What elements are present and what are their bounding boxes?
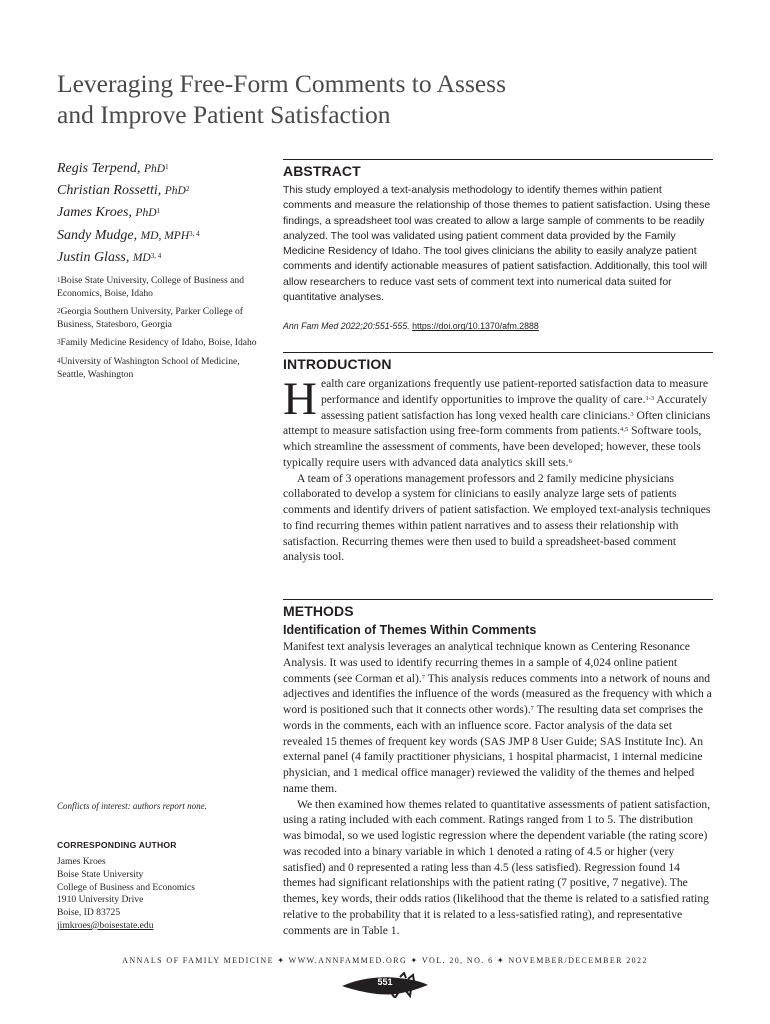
author: Justin Glass, MD$^{3, 4}$ (57, 249, 162, 265)
article-title (57, 68, 617, 130)
methods-paragraph-2: We then examined how themes related to quantitative assessments of patient satisfaction, using a rating included with each comment. Ratings ranged from 1 to 5. The distribution was bimodal, so we used logistic regression where the dependent variable (the rating score) was recoded into a binary variable in which 1 denoted a rating of 4.5 or higher (very satisfied) and 0 represented a rating less than 4.5 (less satisfied). Regression found 14 themes had significant relationships with the patient rating (7 positive, 7 negative). The themes, key words, their odds ratios (likelihood that the theme is related to a satisfied rating relative to the probability that it is related to a less-satisfied rating), and representative comments are in Table 1. (283, 797, 711, 937)
author: Christian Rossetti, PhD$^2$ (57, 183, 190, 199)
citation (283, 321, 713, 331)
intro-paragraph-1: Health care organizations frequently use patient-reported satisfaction data to measure performance and identify opportunities to improve the quality of care.$^{1-3}$ Accurately assessing patient satisfaction has long vexed health care clinicians.$^3$ Often clinicians attempt to measure satisfaction using free-form comments from patients.$^{4,5}$ Software tools, which streamline the assessment of comments, have been developed; however, these tools typically require users with advanced data analytics skill sets.$^6$ (283, 373, 711, 469)
methods-heading: METHODS (283, 603, 354, 619)
title-line-1: Leveraging Free-Form Comments to Assess (57, 69, 507, 98)
conflicts-of-interest: Conflicts of interest: authors report none. (57, 801, 207, 811)
introduction-heading: INTRODUCTION (283, 356, 392, 372)
page-number: 551 (377, 977, 393, 987)
affiliation: $^1$Boise State University, College of Business and Economics, Boise, Idaho (57, 275, 245, 299)
corresponding-line: 1910 University Drive (57, 894, 144, 906)
author-block (57, 158, 262, 381)
drop-cap: H (283, 373, 317, 425)
journal-footer: ANNALS OF FAMILY MEDICINE ✦ WWW.ANNFAMMED.ORG ✦ VOL. 20, NO. 6 ✦ NOVEMBER/DECEMBER 2022 (122, 956, 648, 965)
affiliation: $^3$Family Medicine Residency of Idaho, Boise, Idaho (57, 337, 257, 349)
author: James Kroes, PhD$^1$ (57, 205, 161, 221)
section-rule (283, 352, 713, 353)
corresponding-line: College of Business and Economics (57, 881, 196, 893)
email-link[interactable]: jimkroes@boisestate.edu (57, 919, 154, 931)
abstract-heading: ABSTRACT (283, 163, 361, 179)
corresponding-author (57, 840, 262, 933)
abstract-body: This study employed a text-analysis methodology to identify themes within patient comments and measure the relationship of those themes to patient satisfaction. Using these findings, a spreadsheet tool was created to allow a large sample of comments to be readily analyzed. The tool was validated using patient comment data provided by the Family Medicine Residency of Idaho. The tool gives clinicians the ability to easily analyze patient comments and identify actionable measures of patient satisfaction. Additionally, this tool will allow researchers to reduce vast sets of comment text into numerical data suited for quantitative analyses. (283, 184, 711, 304)
methods-paragraph-1: Manifest text analysis leverages an analytical technique known as Centering Resonance Analysis. It was used to identify recurring themes in a sample of 4,024 online patient comments (see Corman et al).$^7$ This analysis reduces comments into a network of nouns and adjectives and identifies the influence of the words (measured as the frequency with which a word is positioned such that it connects other words).$^7$ The resulting data set comprises the words in the comments, each with an influence score. Factor analysis of the data set revealed 15 themes of frequent key words (SAS JMP 8 User Guide; SAS Institute Inc). An external panel (4 family practitioner physicians, 1 hospital pharmacist, 1 internal medicine physician, and 1 medical office manager) reviewed the validity of the themes and helped name them. (283, 640, 712, 795)
corresponding-heading: CORRESPONDING AUTHOR (57, 840, 177, 850)
section-rule (283, 159, 713, 160)
title-line-2: and Improve Patient Satisfaction (57, 100, 391, 129)
corresponding-line: Boise, ID 83725 (57, 907, 121, 919)
methods-subheading: Identification of Themes Within Comments (283, 623, 537, 637)
corresponding-line: Boise State University (57, 868, 144, 880)
abstract-section (283, 159, 713, 331)
doi-link[interactable]: https://doi.org/10.1370/afm.2888 (412, 321, 539, 332)
author: Regis Terpend, PhD$^1$ (57, 161, 169, 176)
section-rule (283, 599, 713, 600)
methods-section (283, 599, 713, 938)
intro-paragraph-2: A team of 3 operations management professors and 2 family medicine physicians collaborated to develop a system for clinicians to easily analyze large sets of patients comments and identify drivers of patient satisfaction. We employed text-analysis techniques to find recurring themes within patient narratives and to assess their relationship with satisfaction. Recurring themes were then used to build a spreadsheet-based comment analysis tool. (283, 471, 711, 564)
citation-text: Ann Fam Med 2022;20:551-555. (283, 321, 410, 332)
corresponding-line: James Kroes (57, 856, 106, 867)
introduction-section (283, 352, 713, 565)
affiliation: $^2$Georgia Southern University, Parker College of Business, Statesboro, Georgia (57, 306, 244, 330)
author: Sandy Mudge, MD, MPH$^{3, 4}$ (57, 227, 200, 243)
affiliation: $^4$University of Washington School of Medicine, Seattle, Washington (57, 355, 240, 380)
